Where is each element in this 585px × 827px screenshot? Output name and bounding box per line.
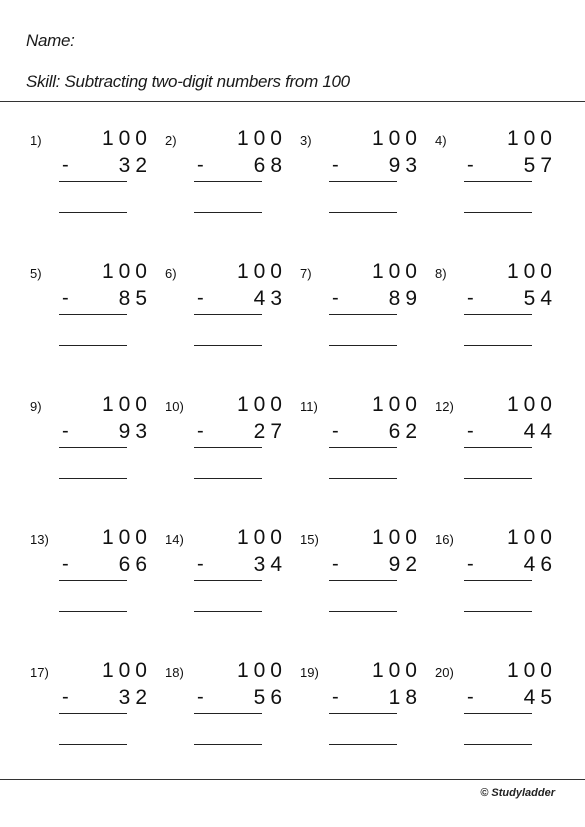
header-divider xyxy=(0,101,585,102)
minuend: 100 xyxy=(101,127,152,150)
problem-number: 10) xyxy=(165,399,184,414)
minus-sign: - xyxy=(332,154,339,176)
problem-item xyxy=(30,260,160,366)
minus-sign: - xyxy=(197,686,204,708)
problem-number: 8) xyxy=(435,266,447,281)
minuend: 100 xyxy=(236,260,287,283)
subtrahend: 46 xyxy=(523,553,557,576)
minus-sign: - xyxy=(197,287,204,309)
subtrahend: 32 xyxy=(118,154,152,177)
minus-sign: - xyxy=(62,154,69,176)
problem-number: 19) xyxy=(300,665,319,680)
problem-number: 2) xyxy=(165,133,177,148)
answer-blank[interactable] xyxy=(464,611,532,612)
answer-blank[interactable] xyxy=(194,212,262,213)
answer-blank[interactable] xyxy=(464,345,532,346)
minuend: 100 xyxy=(236,659,287,682)
problem-number: 5) xyxy=(30,266,42,281)
minus-sign: - xyxy=(467,154,474,176)
minuend: 100 xyxy=(371,393,422,416)
problem-item xyxy=(300,526,430,632)
minus-sign: - xyxy=(467,553,474,575)
result-rule xyxy=(59,447,127,448)
result-rule xyxy=(329,314,397,315)
minus-sign: - xyxy=(197,420,204,442)
problem-number: 13) xyxy=(30,532,49,547)
problem-number: 7) xyxy=(300,266,312,281)
result-rule xyxy=(194,181,262,182)
minus-sign: - xyxy=(62,287,69,309)
minuend: 100 xyxy=(506,659,557,682)
problem-item xyxy=(300,127,430,233)
answer-blank[interactable] xyxy=(194,611,262,612)
subtrahend: 93 xyxy=(118,420,152,443)
answer-blank[interactable] xyxy=(59,345,127,346)
problem-item xyxy=(165,127,295,233)
minuend: 100 xyxy=(236,393,287,416)
problem-number: 20) xyxy=(435,665,454,680)
problem-item xyxy=(300,659,430,765)
problem-number: 11) xyxy=(300,399,318,414)
subtrahend: 56 xyxy=(253,686,287,709)
subtrahend: 32 xyxy=(118,686,152,709)
minus-sign: - xyxy=(197,553,204,575)
problem-item xyxy=(30,659,160,765)
minus-sign: - xyxy=(332,287,339,309)
minus-sign: - xyxy=(332,420,339,442)
answer-blank[interactable] xyxy=(59,212,127,213)
problem-number: 9) xyxy=(30,399,42,414)
subtrahend: 85 xyxy=(118,287,152,310)
answer-blank[interactable] xyxy=(59,744,127,745)
result-rule xyxy=(329,181,397,182)
problem-item xyxy=(435,260,565,366)
result-rule xyxy=(59,314,127,315)
problem-item xyxy=(165,659,295,765)
skill-label: Skill: Subtracting two-digit numbers from 100 xyxy=(26,72,350,91)
answer-blank[interactable] xyxy=(329,611,397,612)
result-rule xyxy=(329,447,397,448)
result-rule xyxy=(59,580,127,581)
result-rule xyxy=(329,713,397,714)
result-rule xyxy=(194,713,262,714)
result-rule xyxy=(464,181,532,182)
answer-blank[interactable] xyxy=(59,478,127,479)
minuend: 100 xyxy=(506,260,557,283)
problem-number: 17) xyxy=(30,665,49,680)
result-rule xyxy=(194,314,262,315)
problem-number: 14) xyxy=(165,532,184,547)
minuend: 100 xyxy=(236,526,287,549)
problem-item xyxy=(435,526,565,632)
result-rule xyxy=(194,447,262,448)
minuend: 100 xyxy=(371,659,422,682)
subtrahend: 93 xyxy=(388,154,422,177)
minuend: 100 xyxy=(506,393,557,416)
subtrahend: 54 xyxy=(523,287,557,310)
answer-blank[interactable] xyxy=(194,478,262,479)
minuend: 100 xyxy=(236,127,287,150)
problem-item xyxy=(300,393,430,499)
subtrahend: 34 xyxy=(253,553,287,576)
result-rule xyxy=(329,580,397,581)
answer-blank[interactable] xyxy=(329,744,397,745)
answer-blank[interactable] xyxy=(329,345,397,346)
result-rule xyxy=(194,580,262,581)
problem-number: 3) xyxy=(300,133,312,148)
minus-sign: - xyxy=(467,287,474,309)
problem-number: 15) xyxy=(300,532,319,547)
minuend: 100 xyxy=(506,526,557,549)
subtrahend: 18 xyxy=(388,686,422,709)
minuend: 100 xyxy=(371,260,422,283)
answer-blank[interactable] xyxy=(464,212,532,213)
minuend: 100 xyxy=(101,526,152,549)
result-rule xyxy=(59,713,127,714)
problem-item xyxy=(435,393,565,499)
result-rule xyxy=(464,713,532,714)
problem-number: 16) xyxy=(435,532,454,547)
subtrahend: 62 xyxy=(388,420,422,443)
minus-sign: - xyxy=(332,553,339,575)
problem-item xyxy=(435,659,565,765)
minuend: 100 xyxy=(371,127,422,150)
minus-sign: - xyxy=(62,686,69,708)
problem-item xyxy=(165,260,295,366)
subtrahend: 45 xyxy=(523,686,557,709)
minus-sign: - xyxy=(62,553,69,575)
subtrahend: 92 xyxy=(388,553,422,576)
minuend: 100 xyxy=(101,393,152,416)
minus-sign: - xyxy=(62,420,69,442)
minuend: 100 xyxy=(101,260,152,283)
minus-sign: - xyxy=(197,154,204,176)
subtrahend: 44 xyxy=(523,420,557,443)
problem-number: 4) xyxy=(435,133,447,148)
footer-divider xyxy=(0,779,585,780)
problem-number: 6) xyxy=(165,266,177,281)
result-rule xyxy=(464,314,532,315)
problem-item xyxy=(300,260,430,366)
subtrahend: 66 xyxy=(118,553,152,576)
problem-item xyxy=(435,127,565,233)
minuend: 100 xyxy=(371,526,422,549)
answer-blank[interactable] xyxy=(464,478,532,479)
answer-blank[interactable] xyxy=(329,478,397,479)
subtrahend: 68 xyxy=(253,154,287,177)
copyright-notice: © Studyladder xyxy=(480,787,555,799)
problem-number: 1) xyxy=(30,133,42,148)
problem-item xyxy=(165,393,295,499)
problem-item xyxy=(30,393,160,499)
minus-sign: - xyxy=(332,686,339,708)
problem-item xyxy=(165,526,295,632)
subtrahend: 43 xyxy=(253,287,287,310)
problem-item xyxy=(30,526,160,632)
answer-blank[interactable] xyxy=(194,345,262,346)
subtrahend: 89 xyxy=(388,287,422,310)
answer-blank[interactable] xyxy=(464,744,532,745)
subtrahend: 27 xyxy=(253,420,287,443)
problem-number: 12) xyxy=(435,399,454,414)
result-rule xyxy=(59,181,127,182)
problem-number: 18) xyxy=(165,665,184,680)
result-rule xyxy=(464,447,532,448)
problem-item xyxy=(30,127,160,233)
minuend: 100 xyxy=(101,659,152,682)
answer-blank[interactable] xyxy=(194,744,262,745)
answer-blank[interactable] xyxy=(59,611,127,612)
result-rule xyxy=(464,580,532,581)
name-label: Name: xyxy=(26,31,75,50)
minuend: 100 xyxy=(506,127,557,150)
answer-blank[interactable] xyxy=(329,212,397,213)
minus-sign: - xyxy=(467,686,474,708)
subtrahend: 57 xyxy=(523,154,557,177)
minus-sign: - xyxy=(467,420,474,442)
